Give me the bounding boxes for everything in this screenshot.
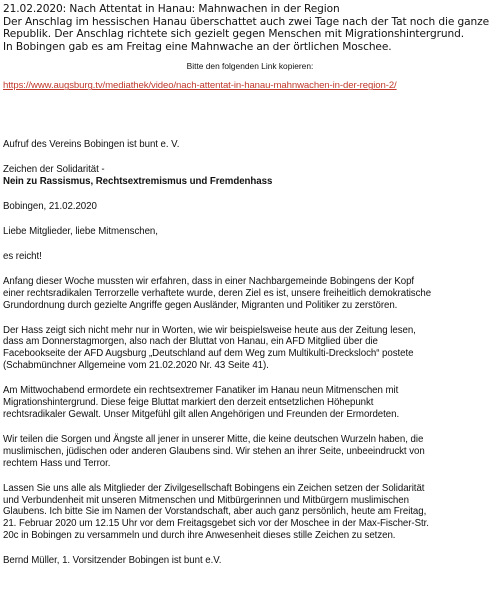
paragraph-line: dass am Donnerstagmorgen, also nach der Bluttat von Hanau, ein AFD Mitglied über die [3, 336, 378, 348]
news-intro [3, 3, 497, 53]
paragraph-line: muslimischen, jüdischen oder anderen Glaubens sind. Wir stehen an ihrer Seite, unbeeindruckt von [3, 445, 425, 457]
paragraph-line: einer rechtsradikalen Terrorzelle verhaftete wurde, deren Ziel es ist, unsere freiheitlich demokratische [3, 287, 432, 299]
paragraph-line: rechtsradikaler Gewalt. Unser Mitgefühl gilt allen Angehörigen und Freunden der Ermordeten. [3, 408, 400, 420]
paragraph-2 [3, 325, 497, 373]
paragraph-4 [3, 434, 497, 470]
exclamation: es reicht! [3, 250, 42, 262]
paragraph-line: Anfang dieser Woche mussten wir erfahren, dass in einer Nachbargemeinde Bobingens der Kopf [3, 275, 415, 287]
paragraph-line: 21. Februar 2020 um 12.15 Uhr vor dem Freitagsgebet sich vor der Moschee in der Max-Fischer-Str. [3, 518, 429, 530]
paragraph-line: Der Hass zeigt sich nicht mehr nur in Worten, wie wir beispielsweise heute aus der Zeitung lesen, [3, 324, 416, 336]
place-date: Bobingen, 21.02.2020 [3, 201, 97, 213]
paragraph-line: Facebookseite der AFD Augsburg „Deutschland auf dem Weg zum Multikulti-Dreckslоch“ postete [3, 348, 414, 360]
news-line: Republik. Der Anschlag richtete sich gezielt gegen Menschen mit Migrationshintergrund. [3, 28, 464, 41]
news-line: In Bobingen gab es am Freitag eine Mahnwache an der örtlichen Moschee. [3, 40, 392, 53]
sign-intro: Zeichen der Solidarität - [3, 164, 105, 176]
paragraph-1 [3, 276, 497, 312]
appeal-letter [3, 139, 497, 567]
appeal-line: Aufruf des Vereins Bobingen ist bunt e. V. [3, 139, 180, 151]
salutation: Liebe Mitglieder, liebe Mitmenschen, [3, 226, 158, 237]
paragraph-line: 20c in Bobingen zu versammeln und durch ihre Anwesenheit dieses stille Zeichen zu setzen. [3, 530, 396, 542]
paragraph-line: Glaubens. Ich bitte Sie im Namen der Vorstandschaft, aber auch ganz persönlich, heute am Freitag, [3, 506, 427, 518]
document-page [3, 0, 497, 567]
paragraph-5 [3, 483, 497, 543]
news-heading: 21.02.2020: Nach Attentat in Hanau: Mahnwachen in der Region [3, 3, 340, 15]
news-line: Der Anschlag im hessischen Hanau überschattet auch zwei Tage nach der Tat noch die ganze [3, 15, 490, 28]
paragraph-line: (Schabmünchner Allgemeine vom 21.02.2020 Nr. 43 Seite 41). [3, 360, 269, 372]
paragraph-line: Am Mittwochabend ermordete ein rechtsextremer Fanatiker im Hanau neun Mitmenschen mit [3, 385, 399, 397]
paragraph-line: rechtem Hass und Terror. [3, 457, 111, 469]
paragraph-line: und Verbundenheit mit unseren Mitmenschen und Mitbürgerinnen und Mitbürgern muslimischen [3, 494, 409, 506]
signature: Bernd Müller, 1. Vorsitzender Bobingen ist bunt e.V. [3, 555, 222, 567]
paragraph-3 [3, 385, 497, 421]
paragraph-line: Migrationshintergrund. Diese feige Bluttat markiert den derzeit entsetzlichen Höhepunkt [3, 397, 374, 409]
video-link[interactable]: https://www.augsburg.tv/mediathek/video/nach-attentat-in-hanau-mahnwachen-in-der-region-2/ [3, 80, 397, 92]
paragraph-line: Wir teilen die Sorgen und Ängste all jener in unserer Mitte, die keine deutschen Wurzeln haben, die [3, 433, 424, 445]
sign-title: Nein zu Rassismus, Rechtsextremismus und Fremdenhass [3, 176, 273, 188]
paragraph-line: Grundordnung durch gezielte Angriffe gegen Ausländer, Migranten und Politiker zu zerstören. [3, 299, 398, 311]
paragraph-line: Lassen Sie uns alle als Mitglieder der Zivilgesellschaft Bobingens ein Zeichen setzen der Solidarität [3, 482, 425, 494]
copy-link-note: Bitte den folgenden Link kopieren: [186, 61, 314, 72]
